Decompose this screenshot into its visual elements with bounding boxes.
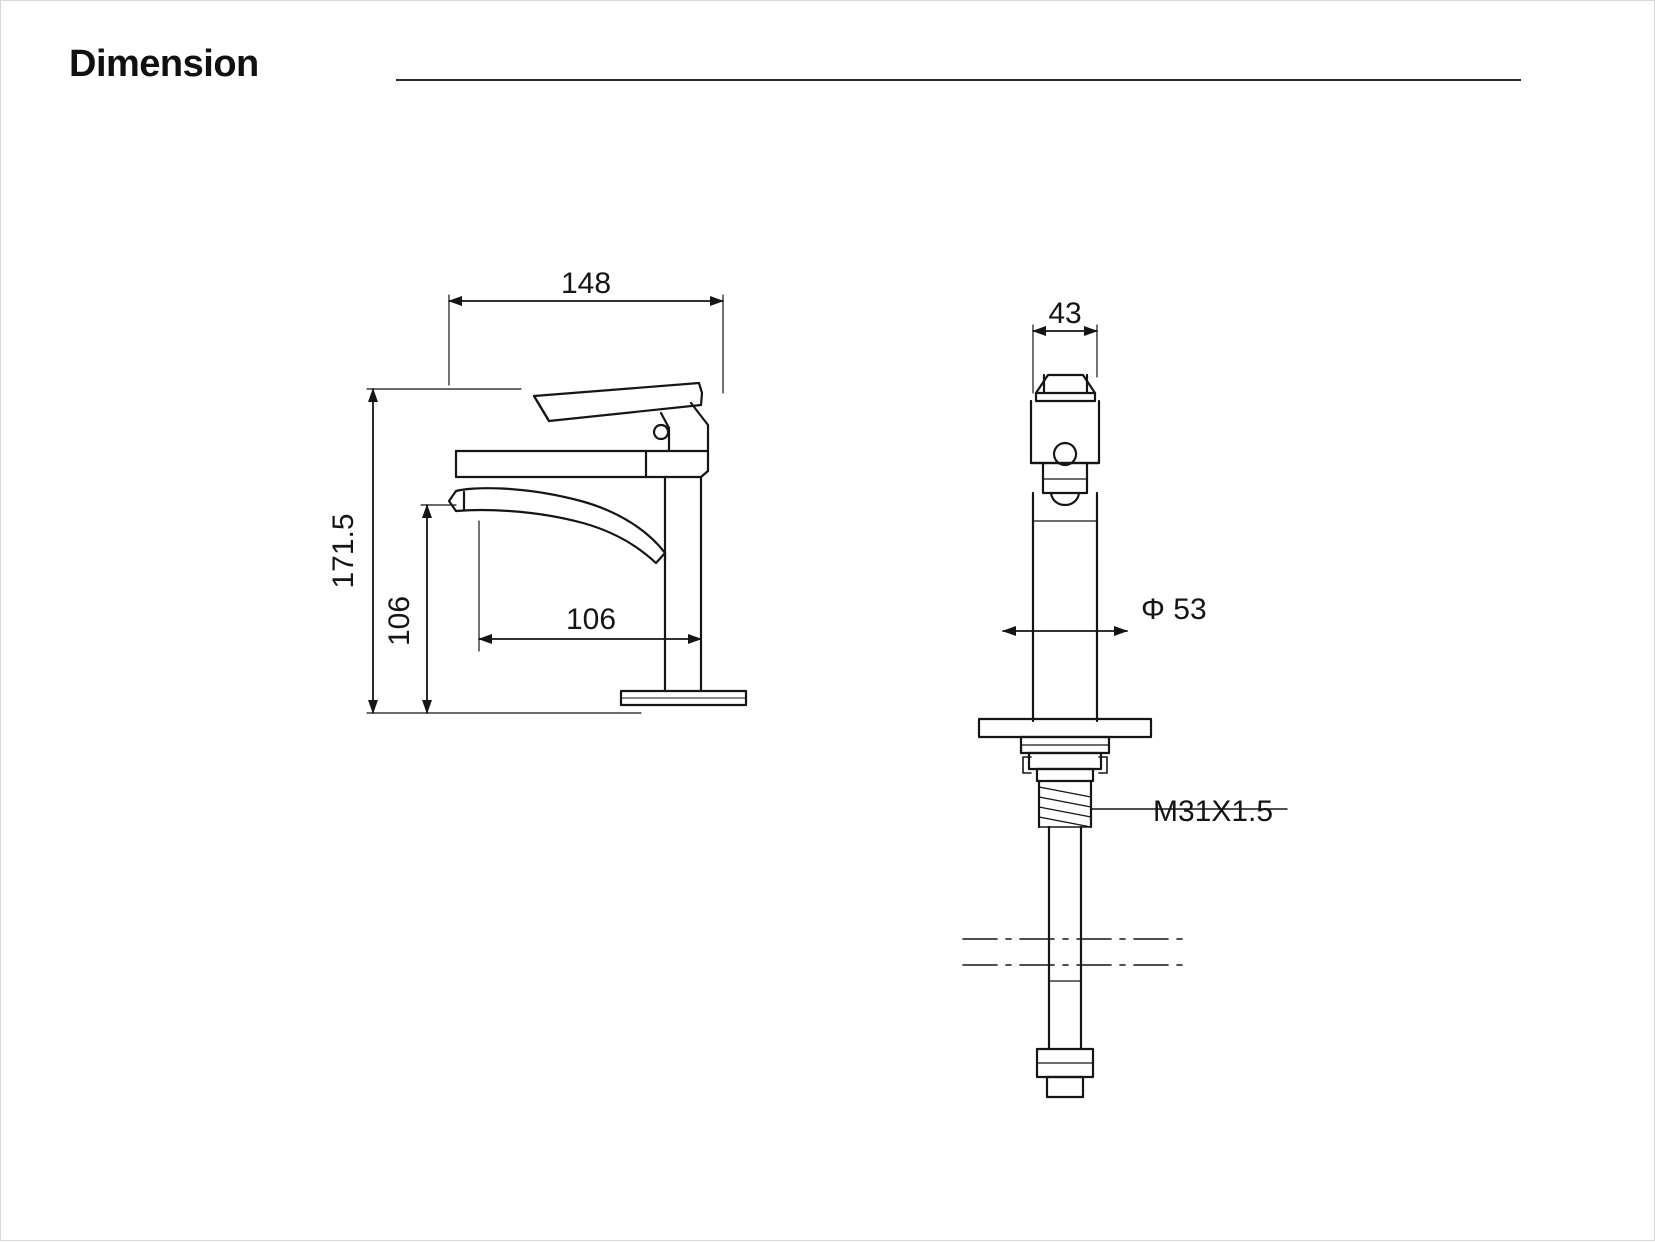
dim-label-phi-53: Φ 53 bbox=[1141, 593, 1207, 626]
front-elevation-view bbox=[963, 325, 1287, 1097]
dim-label-106-reach: 106 bbox=[565, 603, 617, 636]
dim-label-171-5: 171.5 bbox=[327, 513, 360, 589]
dim-label-148: 148 bbox=[560, 267, 612, 300]
page-title: Dimension bbox=[69, 43, 259, 85]
side-elevation-view bbox=[367, 295, 746, 713]
dim-label-106-height: 106 bbox=[383, 595, 416, 647]
dim-label-m31x15: M31X1.5 bbox=[1153, 795, 1274, 828]
technical-drawing-canvas bbox=[1, 1, 1655, 1242]
dim-label-43: 43 bbox=[1048, 297, 1082, 330]
